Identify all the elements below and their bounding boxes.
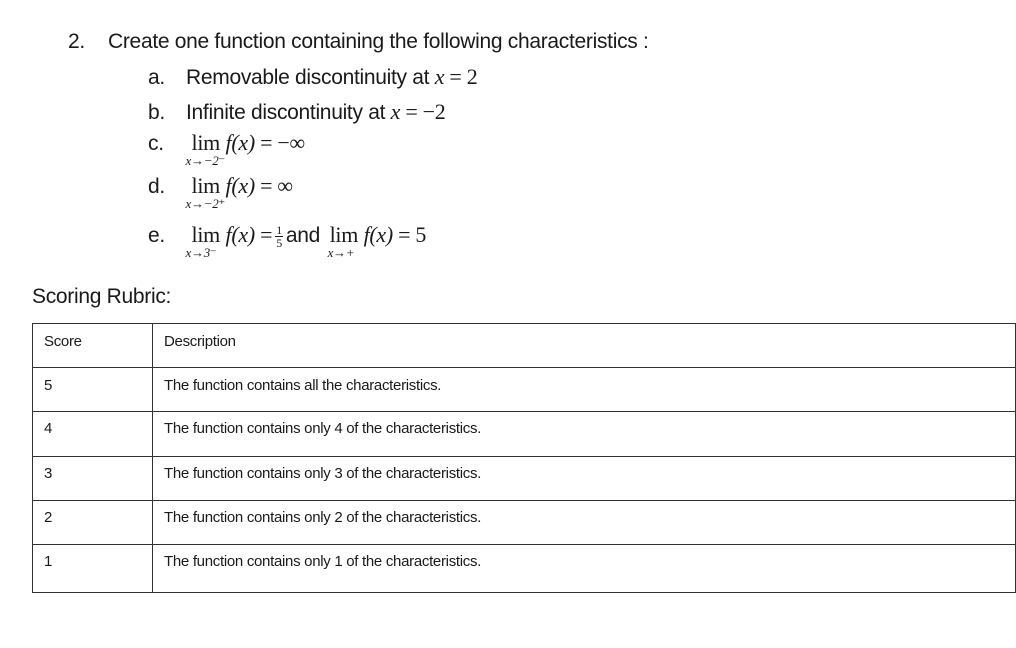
- item-label: b.: [148, 101, 165, 124]
- item-math: x = −2: [390, 99, 446, 124]
- fraction: $\frac{1}{5}$: [276, 222, 282, 250]
- characteristic-d: [148, 173, 293, 211]
- question-heading: [68, 30, 649, 54]
- description-cell: The function contains only 1 of the characteristics.: [153, 545, 1016, 593]
- table-row: [33, 545, 1016, 593]
- score-cell: 3: [33, 457, 153, 501]
- limit-subscript: x→+: [327, 245, 355, 260]
- table-row: [33, 501, 1016, 545]
- description-cell: The function contains only 3 of the characteristics.: [153, 457, 1016, 501]
- description-cell: The function contains only 2 of the characteristics.: [153, 501, 1016, 545]
- table-header-row: [33, 324, 1016, 368]
- limit-expression: lim x→−2⁺: [185, 173, 225, 211]
- description-cell: The function contains all the characteristics.: [153, 368, 1016, 412]
- characteristic-b: [148, 99, 445, 125]
- header-score: Score: [33, 324, 153, 368]
- limit-expression: lim x→−2⁻: [185, 130, 225, 168]
- table-row: [33, 368, 1016, 412]
- table-row: [33, 412, 1016, 457]
- item-text: Infinite discontinuity at: [186, 101, 386, 124]
- item-label: d.: [148, 175, 165, 198]
- question-number: 2.: [68, 30, 85, 53]
- score-cell: 4: [33, 412, 153, 457]
- score-cell: 5: [33, 368, 153, 412]
- header-description: Description: [153, 324, 1016, 368]
- and-text: and: [285, 224, 321, 247]
- item-label: e.: [148, 224, 165, 247]
- scoring-rubric-table: [32, 323, 1016, 593]
- item-label: c.: [148, 132, 164, 155]
- item-math: f(x) =: [225, 222, 273, 247]
- characteristic-e: [148, 222, 427, 260]
- question-text: Create one function containing the following characteristics :: [108, 30, 649, 53]
- limit-expression: lim x→3⁻: [185, 222, 220, 260]
- item-math: x = 2: [434, 64, 478, 89]
- score-cell: 1: [33, 545, 153, 593]
- item-math: f(x) = −∞: [225, 130, 305, 155]
- limit-subscript: x→−2⁺: [185, 196, 225, 211]
- description-cell: The function contains only 4 of the characteristics.: [153, 412, 1016, 457]
- limit-expression: lim x→+: [327, 222, 359, 260]
- limit-subscript: x→3⁻: [185, 245, 217, 260]
- rubric-title: Scoring Rubric:: [32, 285, 172, 308]
- table-row: [33, 457, 1016, 501]
- item-label: a.: [148, 66, 165, 89]
- characteristic-c: [148, 130, 305, 168]
- item-math: f(x) = 5: [363, 222, 427, 247]
- item-math: f(x) = ∞: [225, 173, 293, 198]
- characteristic-a: [148, 64, 477, 90]
- item-text: Removable discontinuity at: [186, 66, 430, 89]
- limit-subscript: x→−2⁻: [185, 153, 225, 168]
- score-cell: 2: [33, 501, 153, 545]
